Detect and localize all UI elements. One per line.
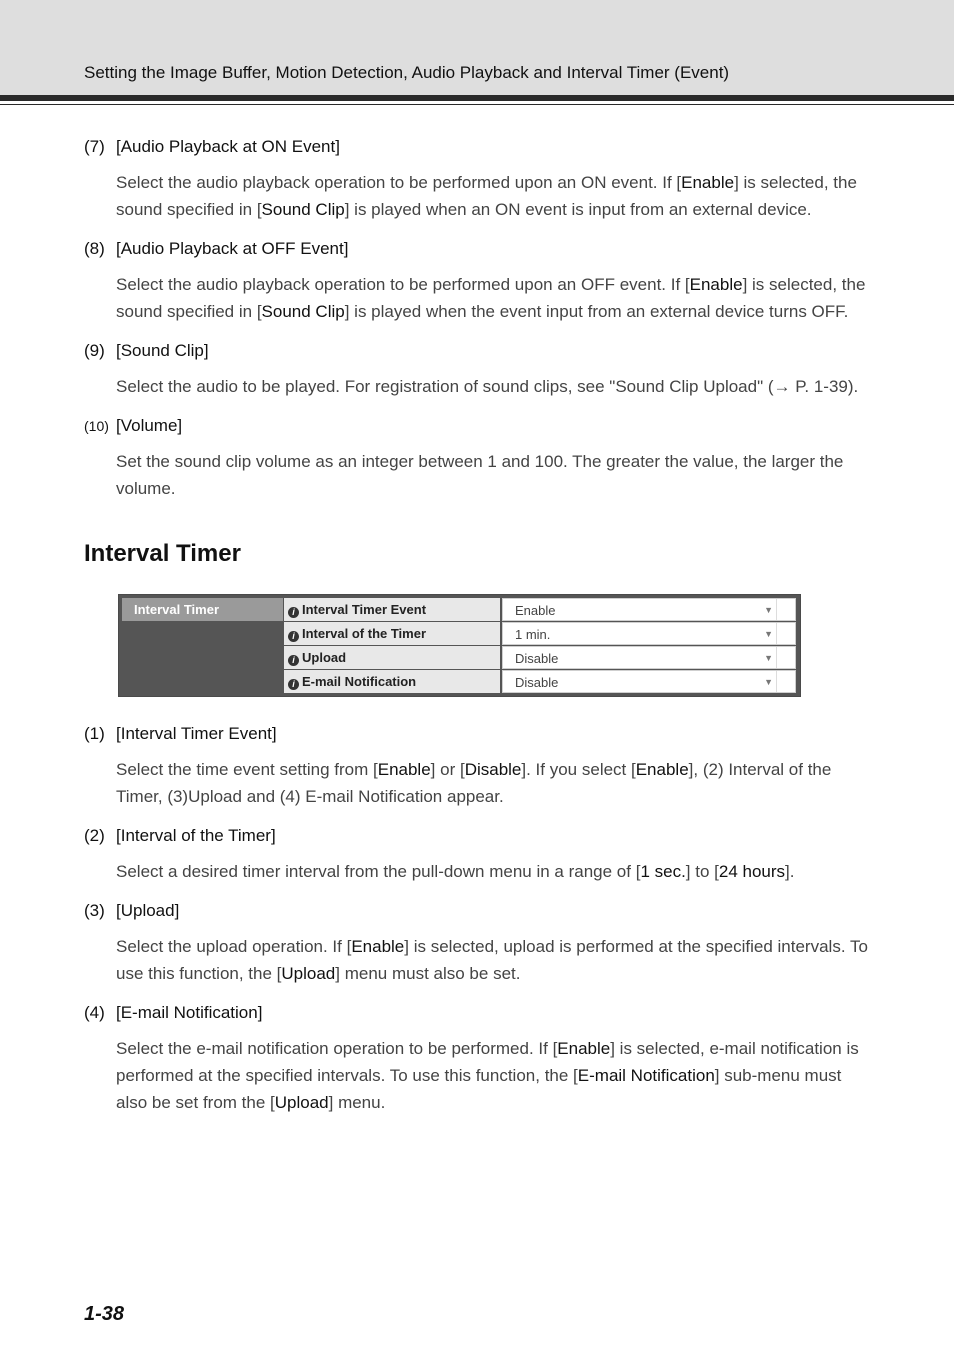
item-interval-timer-event bbox=[84, 722, 874, 810]
item-volume bbox=[84, 414, 874, 502]
info-icon[interactable]: i bbox=[288, 631, 299, 642]
select-value: Disable bbox=[515, 651, 559, 666]
panel-label: Interval Timer bbox=[122, 598, 283, 621]
item-upload bbox=[84, 899, 874, 987]
item-heading: [Sound Clip] bbox=[116, 341, 209, 360]
info-icon[interactable]: i bbox=[288, 655, 299, 666]
item-audio-playback-off bbox=[84, 237, 874, 325]
setting-row-interval-of-the-timer bbox=[284, 622, 799, 645]
item-body: Select the audio to be played. For registration of sound clips, see "Sound Clip Upload" (→ P. 1-39). bbox=[116, 377, 859, 396]
select-value: 1 min. bbox=[515, 627, 551, 642]
chevron-down-icon: ▼ bbox=[764, 629, 773, 639]
item-number: (4) bbox=[84, 1003, 105, 1022]
setting-label: E-mail Notification bbox=[302, 674, 417, 689]
chevron-down-icon: ▼ bbox=[764, 653, 773, 663]
setting-row-interval-timer-event bbox=[284, 598, 799, 621]
info-icon[interactable]: i bbox=[288, 607, 299, 618]
item-heading: [Audio Playback at ON Event] bbox=[116, 137, 340, 156]
item-body: Select the e-mail notification operation to be performed. If [Enable] is selected, e-mail notification is performed at the specified intervals. To use this function, the [E-mail Notification] sub-menu must also be set from the [Upload] menu. bbox=[116, 1039, 859, 1112]
section-title: Interval Timer bbox=[84, 540, 241, 567]
item-email-notification bbox=[84, 1001, 874, 1116]
setting-row-email-notification bbox=[284, 670, 799, 693]
item-number: (1) bbox=[84, 724, 105, 743]
interval-timer-event-select[interactable] bbox=[502, 598, 796, 621]
chevron-down-icon: ▼ bbox=[764, 677, 773, 687]
item-heading: [E-mail Notification] bbox=[116, 1003, 263, 1022]
chevron-down-icon: ▼ bbox=[764, 605, 773, 615]
page-header bbox=[0, 0, 954, 95]
item-number: (7) bbox=[84, 137, 105, 156]
item-heading: [Upload] bbox=[116, 901, 180, 920]
item-number: (9) bbox=[84, 341, 105, 360]
item-interval-of-the-timer bbox=[84, 824, 874, 885]
item-number: (3) bbox=[84, 901, 105, 920]
setting-label: Upload bbox=[302, 650, 347, 665]
interval-of-the-timer-select[interactable] bbox=[502, 622, 796, 645]
item-audio-playback-on bbox=[84, 135, 874, 223]
email-notification-select[interactable] bbox=[502, 670, 796, 693]
select-value: Enable bbox=[515, 603, 556, 618]
item-heading: [Audio Playback at OFF Event] bbox=[116, 239, 349, 258]
item-number: (10) bbox=[84, 418, 109, 434]
item-body: Select a desired timer interval from the pull-down menu in a range of [1 sec.] to [24 hours]. bbox=[116, 862, 795, 881]
upload-select[interactable] bbox=[502, 646, 796, 669]
item-body: Select the time event setting from [Enable] or [Disable]. If you select [Enable], (2) Interval of the Timer, (3)Upload and (4) E-mail Notification appear. bbox=[116, 760, 832, 806]
item-number: (2) bbox=[84, 826, 105, 845]
header-title: Setting the Image Buffer, Motion Detection, Audio Playback and Interval Timer (Event) bbox=[84, 63, 730, 82]
select-value: Disable bbox=[515, 675, 559, 690]
header-rule-thin bbox=[0, 104, 954, 105]
page-number: 1-38 bbox=[84, 1303, 125, 1325]
item-heading: [Interval Timer Event] bbox=[116, 724, 277, 743]
header-rule-thick bbox=[0, 95, 954, 101]
item-body: Select the audio playback operation to be performed upon an ON event. If [Enable] is selected, the sound specified in [Sound Clip] is played when an ON event is input from an external device. bbox=[116, 173, 857, 219]
info-icon[interactable]: i bbox=[288, 679, 299, 690]
setting-row-upload bbox=[284, 646, 799, 669]
item-heading: [Volume] bbox=[116, 416, 183, 435]
interval-timer-panel bbox=[118, 594, 801, 697]
setting-label: Interval Timer Event bbox=[302, 602, 427, 617]
item-number: (8) bbox=[84, 239, 105, 258]
page-content bbox=[84, 135, 874, 1116]
item-body: Set the sound clip volume as an integer between 1 and 100. The greater the value, the larger the volume. bbox=[116, 452, 844, 498]
item-body: Select the upload operation. If [Enable] is selected, upload is performed at the specified intervals. To use this function, the [Upload] menu must also be set. bbox=[116, 937, 868, 983]
item-heading: [Interval of the Timer] bbox=[116, 826, 276, 845]
item-body: Select the audio playback operation to be performed upon an OFF event. If [Enable] is selected, the sound specified in [Sound Clip] is played when the event input from an external device turns OFF. bbox=[116, 275, 866, 321]
item-sound-clip bbox=[84, 339, 874, 400]
setting-label: Interval of the Timer bbox=[302, 626, 427, 641]
